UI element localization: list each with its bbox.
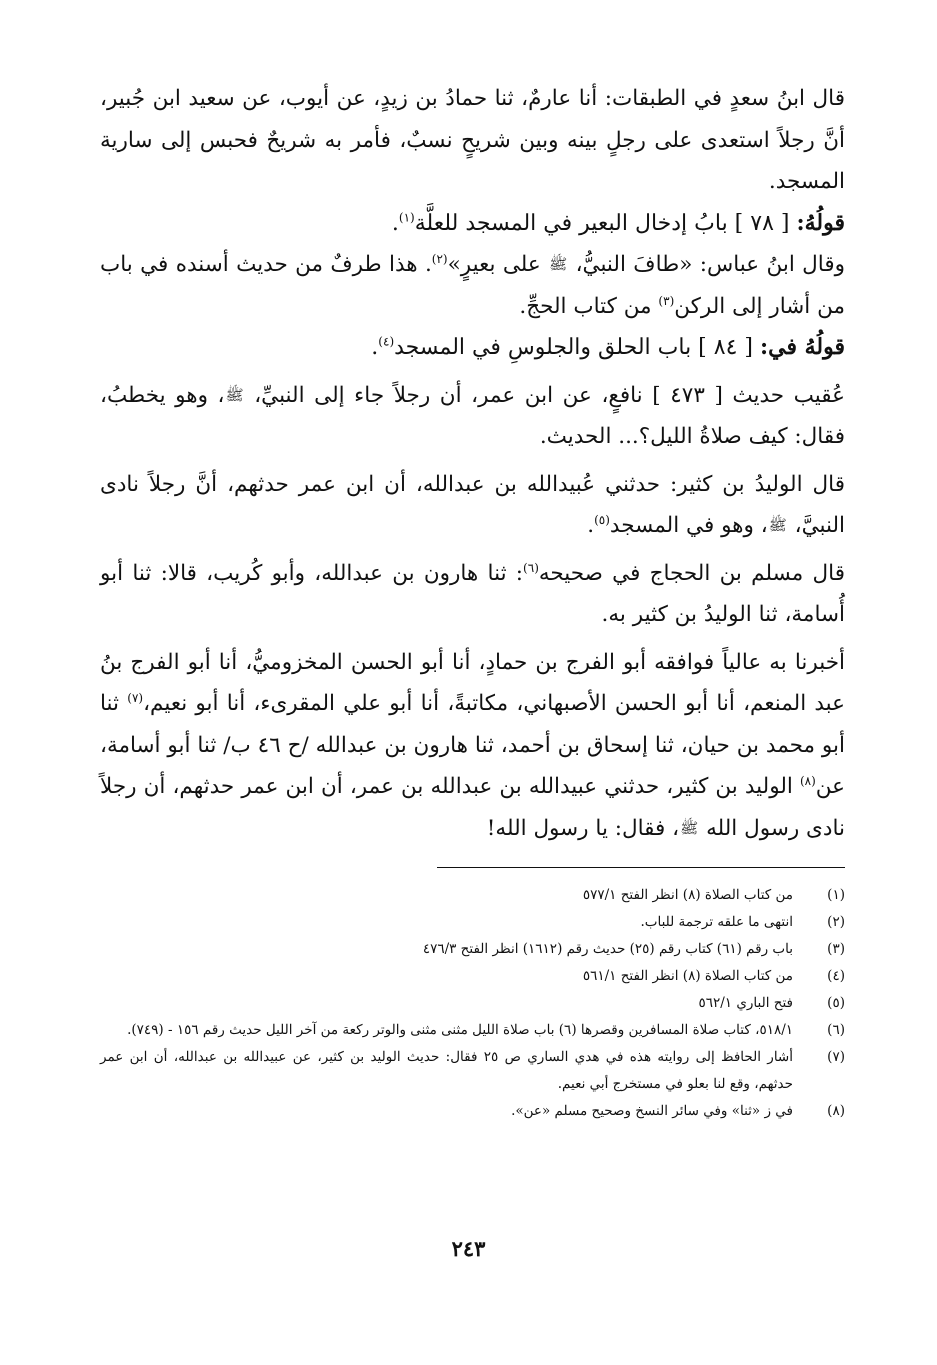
paragraph-text: ، وهو في المسجد (609, 513, 768, 538)
footnote-number: (٦) (827, 1022, 845, 1038)
paragraph-text: قال مسلم بن الحجاج في صحيحه (538, 560, 845, 586)
footnote-item (100, 963, 845, 990)
footnote-divider (437, 867, 845, 868)
footnote-text: باب رقم (٦١) كتاب رقم (٢٥) حديث رقم (١٦١٢) انظر الفتح ٤٧٦/٣ (422, 941, 793, 957)
footnote-text: انتهى ما علقه ترجمة للباب. (640, 914, 793, 930)
footnote-item (100, 1098, 845, 1125)
paragraph-text: قال ابنُ سعدٍ في الطبقات: أنا عارمٌ، ثنا حمادُ بن زيدٍ، عن أيوب، عن سعيد ابن جُبير، أنَّ رجلاً استعدى على رجلٍ بينه وبين شريحٍ نسبٌ، فأمر به شريحٌ فحبس إلى سارية المسجد. (100, 86, 845, 194)
footnote-text: في ز «ثنا» وفي سائر النسخ وصحيح مسلم «عن». (511, 1103, 793, 1119)
paragraph-text: وقال ابنُ عباس: «طافَ النبيُّ، (575, 252, 846, 277)
salawat-glyph: ﷺ (225, 385, 244, 404)
paragraph-text: ثنا أبو محمد بن حيان، ثنا إسحاق بن أحمد، ثنا هارون بن عبدالله /ح ٤٦ ب/ ثنا أبو أسامة، عن (100, 691, 845, 799)
footnote-ref-6[interactable]: (٦) (523, 560, 539, 575)
paragraph-text: . (587, 513, 595, 538)
paragraph-text: قال الوليدُ بن كثير: حدثني عُبيدالله بن عبدالله، أن ابن عمر حدثهم، أنَّ رجلاً نادى النبيَّ، (100, 471, 845, 538)
heading-chapter-84 (100, 327, 845, 369)
footnote-number: (٢) (827, 914, 845, 930)
paragraph-isnad (100, 642, 845, 850)
footnote-ref-1[interactable]: (١) (398, 210, 415, 225)
page-number: ٢٤٣ (451, 1236, 486, 1261)
heading-lead-word: قولُهُ في: (759, 334, 845, 360)
paragraph-ibn-saad (100, 78, 845, 203)
paragraph-text: ، وهو يخطبُ، فقال: كيف صلاةُ الليل؟... الحديث. (100, 382, 845, 449)
footnote-ref-4[interactable]: (٤) (378, 334, 395, 349)
footnote-item (100, 882, 845, 909)
paragraph-text: الوليد بن كثير، حدثني عبيدالله بن عبدالله بن عمر، أن ابن عمر حدثهم، أن رجلاً نادى رسول الله (100, 774, 845, 841)
footnote-text: من كتاب الصلاة (٨) انظر الفتح ٥٧٧/١ (582, 887, 793, 903)
heading-end: . (371, 335, 379, 360)
paragraph-ibn-abbas (100, 244, 845, 327)
footnote-item (100, 990, 845, 1017)
footnote-item (100, 1017, 845, 1044)
footnote-text: ٥١٨/١، كتاب صلاة المسافرين وقصرها (٦) باب صلاة الليل مثنى مثنى والوتر ركعة من آخر الليل حديث رقم ١٥٦ - (٧٤٩). (127, 1022, 793, 1038)
footnote-ref-8[interactable]: (٨) (799, 773, 816, 788)
footnote-item (100, 936, 845, 963)
paragraph-text: . هذا طرفٌ من حديث أسنده في باب من أشار إلى الركن (100, 252, 845, 319)
footnote-item (100, 909, 845, 936)
paragraph-muslim (100, 553, 845, 636)
footnote-text: فتح الباري ٥٦٢/١ (698, 995, 793, 1011)
paragraph-hadith-473 (100, 375, 845, 458)
paragraph-text: عُقيب حديث [ ٤٧٣ ] نافعٍ، عن ابن عمر، أن رجلاً جاء إلى النبيِّ، (254, 382, 845, 408)
paragraph-walid (100, 464, 845, 547)
salawat-glyph: ﷺ (680, 818, 699, 837)
footnote-number: (٥) (827, 995, 845, 1011)
footnote-item (100, 1044, 845, 1098)
footnote-ref-7[interactable]: (٧) (127, 690, 144, 705)
heading-text: [ ٨٤ ] باب الحلق والجلوسِ في المسجد (394, 335, 753, 360)
paragraph-text: ، فقال: يا رسول الله! (486, 815, 680, 841)
heading-lead-word: قولُهُ: (796, 209, 845, 236)
footnote-text: من كتاب الصلاة (٨) انظر الفتح ٥٦١/١ (582, 968, 793, 984)
paragraph-text: : ثنا هارون بن عبدالله، وأبو كُريب، قالا: ثنا أبو أُسامة، ثنا الوليدُ بن كثير به. (100, 560, 845, 627)
paragraph-text: من كتاب الحجِّ. (519, 293, 652, 319)
footnote-text: أشار الحافظ إلى روايته هذه في هدي الساري ص ٢٥ فقال: حديث الوليد بن كثير، عن عبيدالله بن عبدالله، أن ابن عمر حدثهم، وقع لنا بعلو في مستخرج أبي نعيم. (100, 1049, 793, 1092)
heading-end: . (391, 210, 399, 236)
footnote-number: (٤) (827, 968, 845, 984)
heading-chapter-78 (100, 203, 845, 245)
paragraph-text: أخبرنا به عالياً فوافقه أبو الفرج بن حمادٍ، أنا أبو الحسن المخزوميُّ، أنا أبو الفرج بنُ عبد المنعم، أنا أبو الحسن الأصبهاني، مكاتبةً، أنا أبو علي المقرىء، أنا أبو نعيم، (100, 649, 845, 716)
paragraph-text: على بعيرٍ» (447, 252, 541, 277)
footnote-ref-3[interactable]: (٣) (658, 293, 675, 308)
footnote-number: (٧) (827, 1049, 845, 1065)
footnote-number: (٣) (827, 941, 845, 957)
salawat-glyph: ﷺ (549, 255, 568, 273)
footnotes (100, 882, 845, 1125)
footnote-number: (٨) (827, 1103, 845, 1119)
footnote-ref-2[interactable]: (٢) (431, 251, 448, 266)
footnote-ref-5[interactable]: (٥) (594, 512, 610, 527)
salawat-glyph: ﷺ (768, 516, 787, 534)
heading-text: [ ٧٨ ] بابُ إدخال البعير في المسجد للعلَّة (414, 210, 790, 236)
footnote-number: (١) (827, 887, 845, 903)
